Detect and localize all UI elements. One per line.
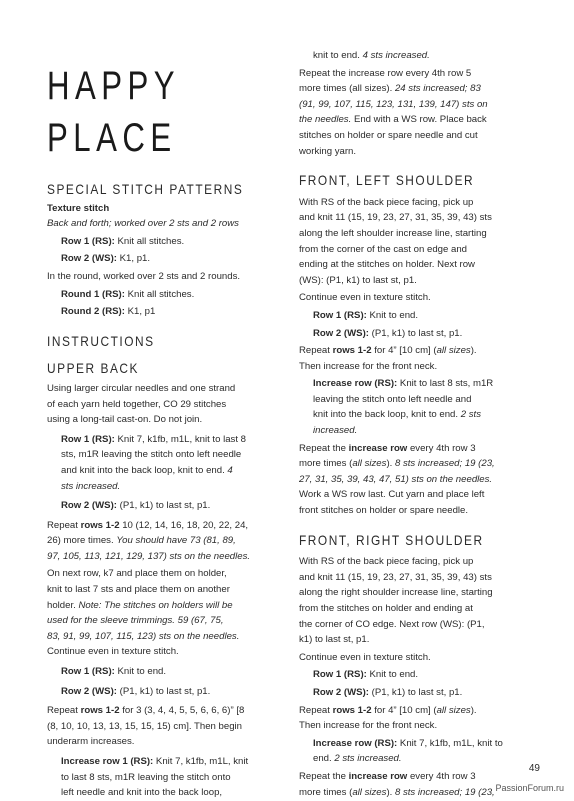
text-line: End with a WS row. Place back xyxy=(351,114,487,126)
text-line: Note: The stitches on holders will be xyxy=(78,599,233,611)
text-line: increased. xyxy=(313,425,358,437)
text-line: 2 sts increased. xyxy=(334,753,402,765)
text-line: Repeat xyxy=(299,704,333,716)
text-line: 26) more times. xyxy=(47,535,117,547)
text-line: the corner of CO edge. Next row (WS): (P1, xyxy=(299,618,485,630)
front-right-heading: FRONT, RIGHT SHOULDER xyxy=(299,531,484,548)
text-line: rows 1-2 xyxy=(80,519,120,531)
text-line: k1) to last st, p1. xyxy=(299,634,370,646)
text-line: 27, 31, 35, 39, 43, 47, 51) sts on the needles. xyxy=(299,473,493,485)
text-line: Repeat the increase row every 4th row 5 xyxy=(299,67,472,79)
text-line: for 3 (3, 4, 4, 5, 5, 6, 6, 6)” [8 xyxy=(119,705,245,717)
row-label: Row 2 (WS): xyxy=(61,685,117,697)
row-text: Knit to end. xyxy=(366,309,419,321)
text-line: Knit 7, k1fb, m1L, knit xyxy=(153,756,249,767)
round-label: Round 1 (RS): xyxy=(61,288,125,300)
round-text: Knit all stitches. xyxy=(124,288,195,300)
row-text: (P1, k1) to last st, p1. xyxy=(368,686,463,698)
upper-back-body xyxy=(47,381,284,801)
text-line: all sizes xyxy=(352,786,387,798)
text-line: (8, 10, 10, 13, 13, 15, 15, 15) cm]. Then begin xyxy=(47,720,243,732)
text-line: Using larger circular needles and one strand xyxy=(47,382,236,394)
text-line: Then increase for the front neck. xyxy=(299,360,438,372)
round-intro: In the round, worked over 2 sts and 2 rounds. xyxy=(47,270,241,282)
text-line: end. xyxy=(313,753,335,765)
text-line: all sizes xyxy=(436,704,471,716)
text-line: more times ( xyxy=(299,458,353,470)
text-line: and knit into the back loop, knit to end. xyxy=(61,464,225,476)
row-text: Knit all stitches. xyxy=(114,235,185,247)
text-line: ending at the stitches on holder. Next row xyxy=(299,259,475,271)
row-label: Row 2 (WS): xyxy=(61,500,117,512)
text-line: the needles. xyxy=(299,114,352,126)
text-line: 24 sts increased; 83 xyxy=(394,83,481,95)
row-label: Row 1 (RS): xyxy=(313,309,367,321)
pattern-title-line2: PLACE xyxy=(47,116,177,160)
text-line: Then increase for the front neck. xyxy=(299,720,438,732)
text-line: On next row, k7 and place them on holder, xyxy=(47,568,227,580)
text-line: Repeat the xyxy=(299,442,349,454)
text-line: Knit to last 8 sts, m1R xyxy=(397,378,494,390)
text-line: 83, 91, 99, 107, 115, 123) sts on the needles. xyxy=(47,630,240,642)
text-line: for 4” [10 cm] ( xyxy=(371,704,437,716)
text-line: knit to last 7 sts and place them on another xyxy=(47,584,230,596)
text-line: Knit 7, k1fb, m1L, knit to last 8 xyxy=(114,433,247,445)
row-text: (P1, k1) to last st, p1. xyxy=(116,685,211,697)
text-line: 8 sts increased; 19 (23, xyxy=(394,458,495,470)
row-label: Row 1 (RS): xyxy=(61,666,115,678)
page-number: 49 xyxy=(528,763,540,774)
text-line: to last 8 sts, m1R leaving the stitch onto xyxy=(61,771,231,783)
text-line: 10 (12, 14, 16, 18, 20, 22, 24, xyxy=(119,519,249,531)
text-line: rows 1-2 xyxy=(80,705,120,717)
row-text: (P1, k1) to last st, p1. xyxy=(116,500,211,512)
text-line: 4 xyxy=(224,464,233,476)
text-line: more times ( xyxy=(299,786,353,798)
text-line: Repeat the xyxy=(299,770,349,782)
text-line: With RS of the back piece facing, pick up xyxy=(299,556,474,568)
text-line: You should have 73 (81, 89, xyxy=(116,535,236,547)
row-label: Row 2 (WS): xyxy=(61,253,117,265)
text-line: 2 sts xyxy=(460,409,481,421)
row-label: Increase row 1 (RS): xyxy=(61,756,154,767)
text-line: Continue even in texture stitch. xyxy=(299,292,431,304)
front-left-body xyxy=(299,195,531,519)
text-line: left needle and knit into the back loop, xyxy=(61,787,223,799)
text-line: all sizes xyxy=(436,345,471,357)
text-line: ). xyxy=(386,458,395,470)
text-line: stitches on holder or spare needle and cut xyxy=(299,129,478,141)
text-line: Repeat xyxy=(47,705,81,717)
instructions-heading: INSTRUCTIONS xyxy=(47,332,155,349)
text-line: rows 1-2 xyxy=(332,345,372,357)
text-line: knit into the back loop, knit to end. xyxy=(313,409,461,421)
row-text: (P1, k1) to last st, p1. xyxy=(368,327,463,339)
text-line: With RS of the back piece facing, pick up xyxy=(299,196,474,208)
text-line: 8 sts increased; 19 (23, xyxy=(394,786,495,798)
text-line: leaving the stitch onto left needle and xyxy=(313,393,472,405)
round-label: Round 2 (RS): xyxy=(61,306,125,318)
text-line: Work a WS row last. Cut yarn and place left xyxy=(299,489,485,501)
text-line: Repeat xyxy=(299,345,333,357)
row-label: Row 1 (RS): xyxy=(313,669,367,681)
text-line: along the left shoulder increase line, starting xyxy=(299,227,487,239)
text-line: Continue even in texture stitch. xyxy=(47,646,179,658)
text-line: ). xyxy=(470,345,477,357)
text-line: Repeat xyxy=(47,519,81,531)
front-right-body xyxy=(299,554,531,800)
text-line: from the corner of the cast on edge and xyxy=(299,243,467,255)
row-label: Row 2 (WS): xyxy=(313,686,369,698)
special-stitch-section xyxy=(47,182,284,801)
row-label: Row 2 (WS): xyxy=(313,327,369,339)
text-line: all sizes xyxy=(352,458,387,470)
text-line: increase row xyxy=(348,770,408,782)
row-text: Knit to end. xyxy=(114,666,167,678)
row-label: Row 1 (RS): xyxy=(61,433,115,445)
text-line: front stitches on holder or spare needle. xyxy=(299,505,469,517)
front-left-heading: FRONT, LEFT SHOULDER xyxy=(299,172,475,189)
text-line: (WS): (P1, k1) to last st, p1. xyxy=(299,274,417,286)
text-line: ). xyxy=(470,704,477,716)
text-line: Knit 7, k1fb, m1L, knit to xyxy=(397,737,503,749)
text-line: used for the sleeve trimmings. 59 (67, 75, xyxy=(47,615,224,627)
text-line: working yarn. xyxy=(299,145,357,157)
text-line: more times (all sizes). xyxy=(299,83,395,95)
text-line: and knit 11 (15, 19, 23, 27, 31, 35, 39, 43) sts xyxy=(299,212,492,224)
row-label: Row 1 (RS): xyxy=(61,235,115,247)
text-line: along the right shoulder increase line, starting xyxy=(299,587,493,599)
text-line: rows 1-2 xyxy=(332,704,372,716)
text-line: underarm increases. xyxy=(47,736,135,748)
row-text: Knit to end. xyxy=(366,669,419,681)
pattern-title-line1: HAPPY xyxy=(47,64,181,108)
text-line: every 4th row 3 xyxy=(407,442,476,454)
text-line: and knit 11 (15, 19, 23, 27, 31, 35, 39, 43) sts xyxy=(299,571,492,583)
row-label: Increase row (RS): xyxy=(313,737,398,749)
back-increase-continued xyxy=(299,48,531,800)
text-line: increase row xyxy=(348,442,408,454)
text-line: Continue even in texture stitch. xyxy=(299,651,431,663)
texture-stitch-subheading: Texture stitch xyxy=(47,202,110,214)
text-line: (91, 99, 107, 115, 123, 131, 139, 147) sts on xyxy=(299,98,488,110)
text-line: sts, m1R leaving the stitch onto left needle xyxy=(61,449,242,461)
flat-intro: Back and forth; worked over 2 sts and 2 rows xyxy=(47,218,239,230)
text-line: of each yarn held together, CO 29 stitches xyxy=(47,398,227,410)
text-line: knit to end. xyxy=(313,50,363,61)
text-line: every 4th row 3 xyxy=(407,770,476,782)
text-line: using a long-tail cast-on. Do not join. xyxy=(47,414,203,426)
upper-back-heading: UPPER BACK xyxy=(47,360,140,377)
text-line: from the stitches on holder and ending at xyxy=(299,603,473,614)
round-text: K1, p1 xyxy=(124,306,156,318)
text-line: sts increased. xyxy=(61,480,121,492)
text-line: for 4” [10 cm] ( xyxy=(371,345,437,357)
text-line: ). xyxy=(386,786,395,798)
text-line: holder. xyxy=(47,599,79,611)
row-text: K1, p1. xyxy=(116,253,151,265)
special-stitch-heading: SPECIAL STITCH PATTERNS xyxy=(47,181,244,197)
text-line: 97, 105, 113, 121, 129, 137) sts on the needles. xyxy=(47,550,251,562)
row-label: Increase row (RS): xyxy=(313,378,398,390)
text-line: 4 sts increased. xyxy=(362,50,430,61)
footer-watermark: PassionForum.ru xyxy=(495,783,564,793)
